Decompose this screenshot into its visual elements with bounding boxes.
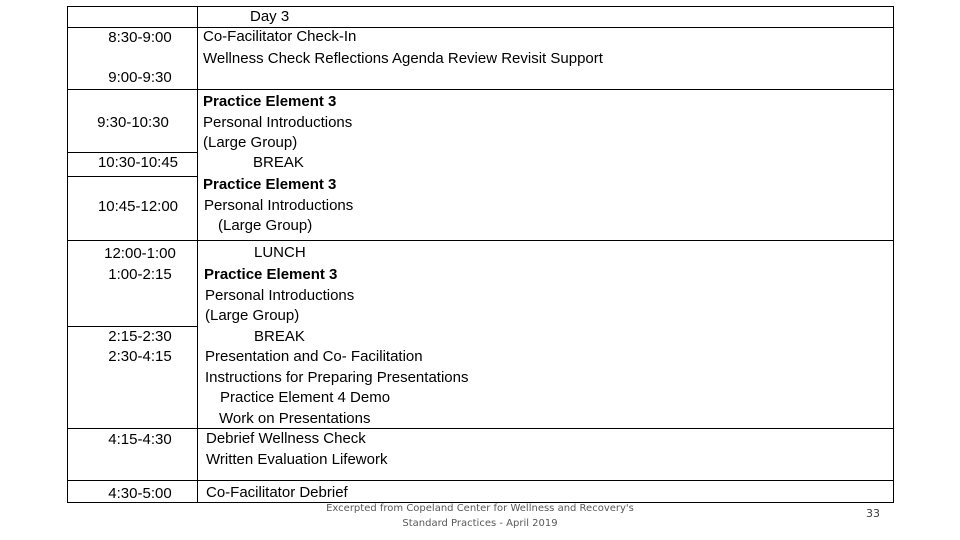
row-divider <box>197 240 894 241</box>
activity: Practice Element 4 Demo <box>220 389 391 406</box>
activity-title: Practice Element 3 <box>203 93 337 110</box>
row-divider <box>67 480 197 481</box>
time-slot: 4:30-5:00 <box>108 485 172 502</box>
activity: Personal Introductions <box>203 114 353 131</box>
activity: Personal Introductions <box>204 197 354 214</box>
footer-citation <box>300 501 660 531</box>
activity: (Large Group) <box>203 134 298 151</box>
row-divider <box>197 480 894 481</box>
time-slot: 2:30-4:15 <box>108 348 172 365</box>
activity-title: Practice Element 3 <box>204 266 338 283</box>
time-slot: 9:00-9:30 <box>108 69 172 86</box>
activity: Work on Presentations <box>219 410 371 427</box>
activity: Co-Facilitator Debrief <box>206 484 348 501</box>
row-divider <box>67 428 197 429</box>
day-heading: Day 3 <box>250 8 290 25</box>
time-slot: 9:30-10:30 <box>97 114 169 131</box>
time-slot: 2:15-2:30 <box>108 328 172 345</box>
time-slot: 10:30-10:45 <box>97 154 179 171</box>
activity: Instructions for Preparing Presentations <box>205 369 469 386</box>
time-slot: 4:15-4:30 <box>108 431 172 448</box>
activity: Debrief Wellness Check <box>206 430 366 447</box>
activity: Wellness Check Reflections Agenda Review Revisit Support <box>203 50 603 67</box>
activity: (Large Group) <box>218 217 313 234</box>
activity: (Large Group) <box>205 307 300 324</box>
row-divider <box>67 89 197 90</box>
activity: LUNCH <box>254 244 306 261</box>
time-slot: 8:30-9:00 <box>108 29 172 46</box>
activity-title: Practice Element 3 <box>203 176 337 193</box>
activity: Written Evaluation Lifework <box>206 451 388 468</box>
row-divider <box>67 176 197 177</box>
activity: Presentation and Co- Facilitation <box>205 348 423 365</box>
footer-line: Excerpted from Copeland Center for Wellness and Recovery's <box>326 503 634 514</box>
activity: BREAK <box>253 154 304 171</box>
time-slot: 10:45-12:00 <box>97 198 179 215</box>
activity: Personal Introductions <box>205 287 355 304</box>
page-number: 33 <box>866 507 880 520</box>
time-slot: 1:00-2:15 <box>108 266 172 283</box>
activity: Co-Facilitator Check-In <box>203 28 357 45</box>
row-divider <box>197 89 894 90</box>
time-slot: 12:00-1:00 <box>104 245 176 262</box>
footer-line: Standard Practices - April 2019 <box>402 518 558 529</box>
activity: BREAK <box>254 328 305 345</box>
row-divider <box>67 240 197 241</box>
